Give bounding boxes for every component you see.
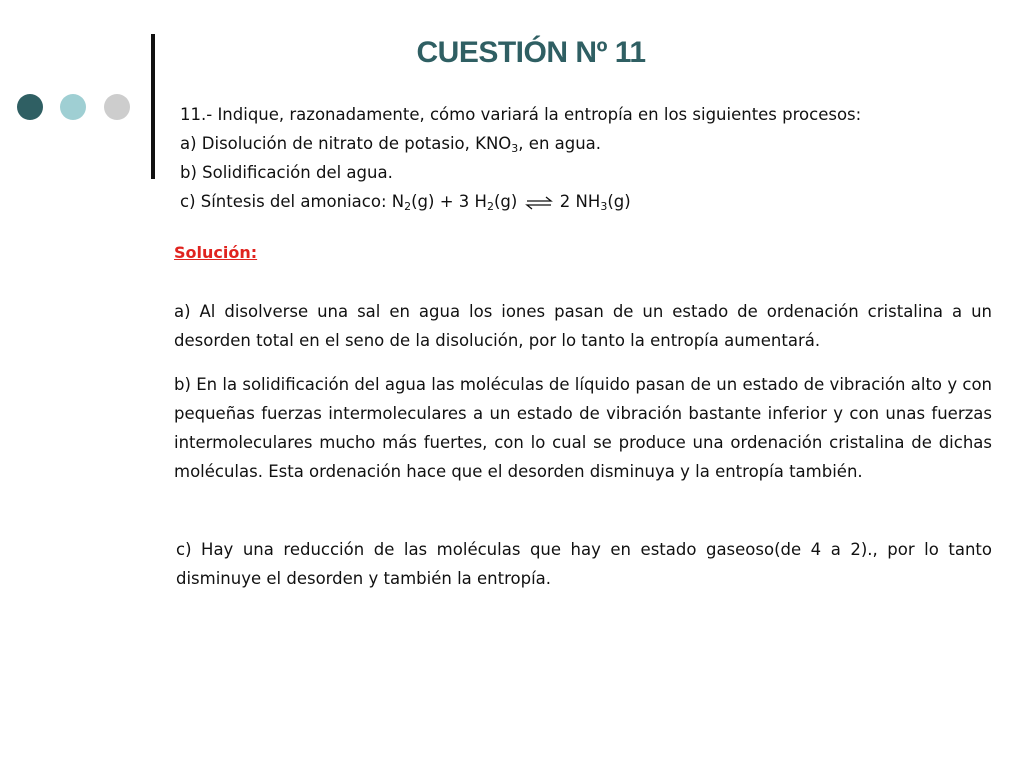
- decorative-dot-dark: [17, 94, 43, 120]
- slide-title: CUESTIÓN Nº 11: [416, 36, 646, 69]
- question-item-b: b) Solidificación del agua.: [180, 163, 393, 182]
- question-block: [180, 100, 861, 216]
- equilibrium-arrow-icon: [525, 196, 553, 210]
- answer-c: c) Hay una reducción de las moléculas que hay en estado gaseoso(de 4 a 2)., por lo tanto disminuye el desorden y también la entropía.: [176, 540, 992, 588]
- answer-a: a) Al disolverse una sal en agua los iones pasan de un estado de ordenación cristalina a un desorden total en el seno de la disolución, por lo tanto la entropía aumentará.: [174, 302, 992, 350]
- question-statement: 11.- Indique, razonadamente, cómo variará la entropía en los siguientes procesos:: [180, 105, 862, 124]
- question-item-c: c) Síntesis del amoniaco: $N_2(g) + 3$ $H_2(g)$ 2 $NH_3(g)$: [180, 192, 631, 213]
- question-item-a: a) Disolución de nitrato de potasio, $KNO_3$, en agua.: [180, 134, 602, 155]
- decorative-dot-gray: [104, 94, 130, 120]
- solution-heading: Solución:: [174, 243, 258, 262]
- decorative-dot-light: [60, 94, 86, 120]
- answer-b: b) En la solidificación del agua las moléculas de líquido pasan de un estado de vibración alto y con pequeñas fuerzas intermoleculares a un estado de vibración bastante inferior y con unas fuerzas intermoleculares mucho más fuertes, con lo cual se produce una ordenación cristalina de dichas moléculas. Esta ordenación hace que el desorden disminuya y la entropía también.: [174, 375, 992, 481]
